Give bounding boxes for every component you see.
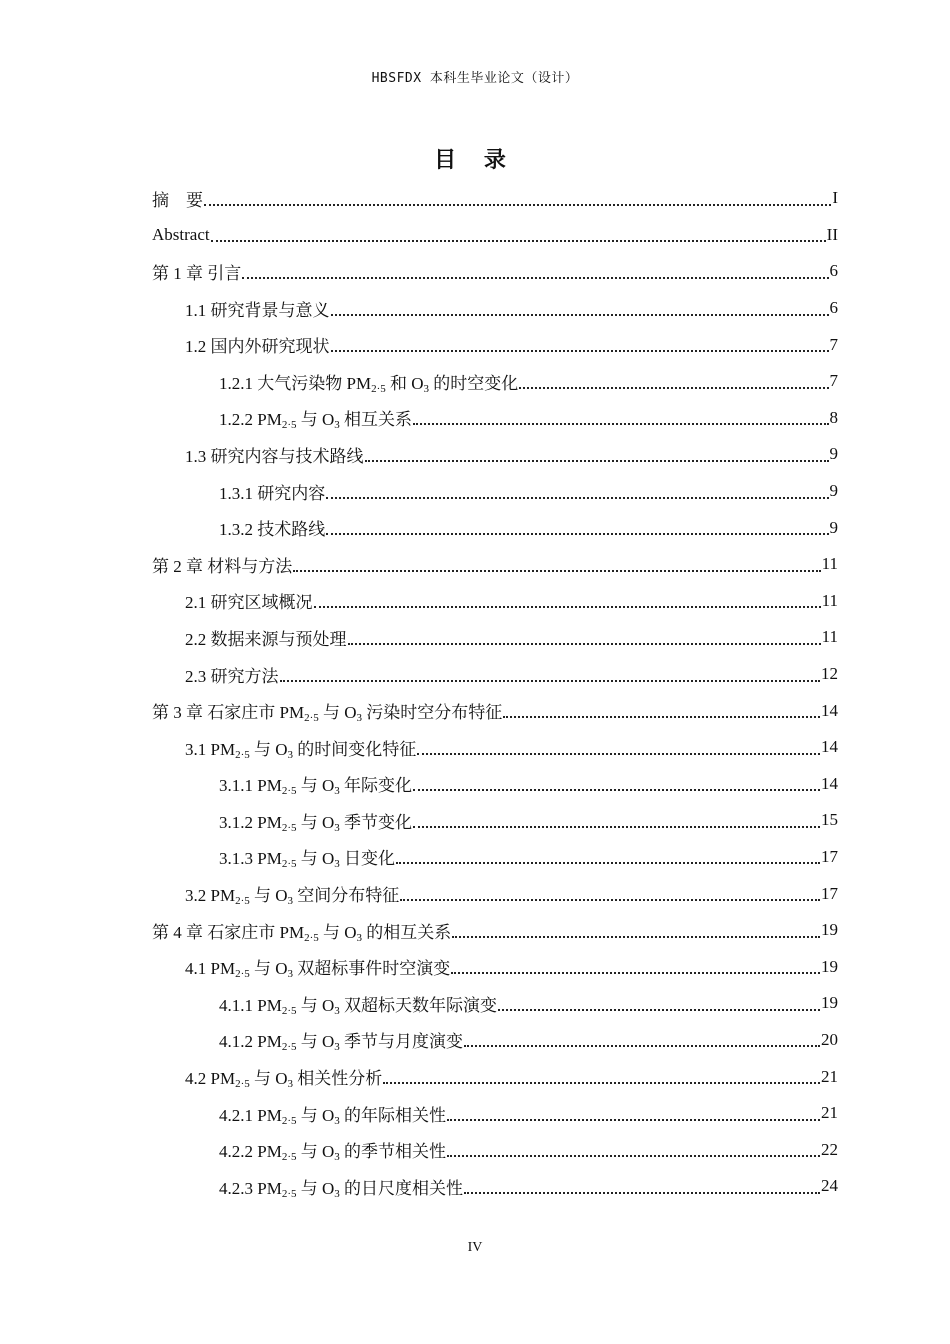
toc-entry-text: 2.2 数据来源与预处理 [185, 629, 347, 649]
toc-entry-page: 11 [821, 627, 838, 647]
toc-entry[interactable] [152, 509, 838, 546]
toc-entry[interactable] [152, 692, 838, 729]
toc-entry-text: 与 O [296, 410, 335, 430]
toc-entry-label [219, 405, 412, 430]
toc-entry[interactable] [152, 546, 838, 583]
toc-entry[interactable] [152, 985, 838, 1022]
toc-dot-leader [365, 459, 829, 462]
toc-entry-subscript: 2·5 [235, 895, 250, 908]
toc-dot-leader [464, 1191, 820, 1194]
toc-entry-page: 19 [821, 956, 838, 976]
toc-dot-leader [503, 715, 820, 718]
toc-entry[interactable] [152, 729, 838, 766]
toc-entry-text: 1.3.1 研究内容 [219, 483, 326, 503]
toc-entry[interactable] [152, 802, 838, 839]
toc-entry-label [219, 808, 412, 833]
toc-entry-subscript: 2·5 [281, 1041, 297, 1054]
toc-entry-page: 9 [829, 481, 838, 501]
toc-entry-text: 与 O [296, 1178, 335, 1198]
toc-entry-subscript: 3 [287, 968, 294, 981]
toc-entry-subscript: 3 [334, 1151, 340, 1164]
toc-dot-leader [413, 788, 820, 791]
toc-entry-page: 7 [829, 371, 838, 391]
toc-entry[interactable] [152, 1168, 838, 1205]
toc-entry-subscript: 3 [356, 712, 363, 725]
toc-entry-text: 年际变化 [339, 776, 413, 796]
toc-entry-text: 3.2 PM [185, 886, 236, 906]
toc-entry-page: 12 [821, 664, 838, 684]
toc-entry-label [185, 332, 330, 357]
toc-dot-leader [452, 935, 820, 938]
toc-dot-leader [331, 313, 829, 316]
toc-entry-text: 3.1.2 PM [219, 812, 282, 832]
toc-entry-page: 6 [829, 298, 838, 318]
toc-entry-page: 11 [821, 554, 838, 574]
toc-entry-page: 19 [821, 993, 838, 1013]
toc-entry-page: 20 [821, 1029, 838, 1049]
toc-entry[interactable] [152, 473, 838, 510]
toc-entry-page: 7 [829, 334, 838, 354]
toc-entry[interactable] [152, 1022, 838, 1059]
toc-entry-text: 的季节相关性 [339, 1142, 447, 1162]
toc-entry-label [219, 1174, 463, 1199]
toc-entry-text: 与 O [249, 739, 288, 759]
toc-entry-subscript: 2·5 [281, 858, 297, 871]
toc-entry-label [152, 918, 451, 943]
toc-entry-text: 2.3 研究方法 [185, 666, 279, 686]
toc-entry-subscript: 3 [356, 931, 363, 944]
running-header: HBSFDX 本科生毕业论文（设计） [371, 71, 579, 86]
toc-entry-subscript: 3 [334, 419, 340, 432]
toc-entry[interactable] [152, 1058, 838, 1095]
toc-entry-text: 的年际相关性 [339, 1105, 447, 1125]
toc-entry-text: 的相互关系 [362, 922, 452, 942]
toc-dot-leader [331, 349, 829, 352]
toc-entry-text: 季节与月度演变 [339, 1032, 464, 1052]
toc-entry-page: 19 [821, 920, 838, 940]
toc-entry-text: 2.1 研究区域概况 [185, 593, 313, 613]
toc-entry-subscript: 2·5 [281, 785, 297, 798]
toc-entry[interactable] [152, 839, 838, 876]
toc-entry-text: 与 O [296, 1032, 335, 1052]
toc-entry[interactable] [152, 400, 838, 437]
toc-entry-text: 季节变化 [339, 812, 413, 832]
toc-dot-leader [326, 496, 828, 499]
toc-entry-page: II [826, 224, 838, 244]
toc-entry-text: 1.2.1 大气污染物 PM [219, 373, 372, 393]
toc-dot-leader [204, 203, 831, 206]
toc-entry-text: 3.1.3 PM [219, 849, 282, 869]
toc-entry[interactable] [152, 180, 838, 217]
toc-entry-text: 与 O [249, 1069, 288, 1089]
toc-dot-leader [211, 239, 826, 242]
toc-entry-subscript: 3 [334, 821, 340, 834]
toc-entry-page: 24 [821, 1176, 838, 1196]
toc-entry[interactable] [152, 436, 838, 473]
toc-entry[interactable] [152, 948, 838, 985]
toc-entry-subscript: 2·5 [304, 712, 319, 725]
toc-entry[interactable] [152, 217, 838, 254]
toc-entry-label [185, 881, 399, 906]
toc-entry-text: 与 O [296, 1105, 335, 1125]
toc-entry-subscript: 2·5 [304, 931, 319, 944]
toc-dot-leader [451, 971, 820, 974]
toc-dot-leader [293, 569, 820, 572]
toc-entry-page: 14 [821, 700, 838, 720]
toc-entry-text: 1.1 研究背景与意义 [185, 300, 330, 320]
toc-entry-text: 第 4 章 石家庄市 PM [152, 922, 305, 942]
toc-entry-label [185, 735, 416, 760]
toc-dot-leader [519, 386, 828, 389]
toc-entry-text: 与 O [296, 812, 335, 832]
toc-entry-label [185, 588, 313, 613]
toc-entry-subscript: 3 [334, 1004, 340, 1017]
toc-entry[interactable] [152, 326, 838, 363]
toc-entry-text: 与 O [318, 703, 357, 723]
toc-entry-text: 第 1 章 引言 [152, 263, 242, 283]
toc-entry-subscript: 2·5 [281, 1004, 297, 1017]
toc-entry-page: 14 [821, 773, 838, 793]
toc-entry-text: 与 O [249, 959, 288, 979]
toc-entry-text: 第 2 章 材料与方法 [152, 556, 293, 576]
toc-dot-leader [417, 752, 820, 755]
toc-entry-text: 1.2.2 PM [219, 410, 282, 430]
toc-entry-subscript: 2·5 [235, 748, 250, 761]
table-of-contents [152, 180, 838, 1205]
toc-entry-text: 的日尺度相关性 [339, 1178, 464, 1198]
toc-entry-text: 与 O [296, 849, 335, 869]
toc-entry-subscript: 2·5 [371, 382, 386, 395]
toc-entry[interactable] [152, 656, 838, 693]
toc-dot-leader [413, 422, 828, 425]
toc-entry-subscript: 2·5 [235, 968, 250, 981]
toc-entry-label [185, 296, 330, 321]
toc-entry-subscript: 2·5 [281, 1187, 297, 1200]
toc-entry-label [185, 1064, 382, 1089]
toc-entry-label [219, 771, 412, 796]
toc-entry-label [185, 442, 364, 467]
toc-entry-subscript: 3 [287, 748, 294, 761]
toc-entry[interactable] [152, 583, 838, 620]
toc-entry-text: 4.1.2 PM [219, 1032, 282, 1052]
toc-entry-label [185, 954, 450, 979]
toc-entry-label [219, 844, 395, 869]
toc-entry-page: 9 [829, 444, 838, 464]
toc-entry-text: 相互关系 [339, 410, 413, 430]
toc-entry-text: 的时间变化特征 [293, 739, 417, 759]
toc-entry-text: 摘 要 [152, 190, 203, 210]
toc-entry-text: 3.1 PM [185, 739, 236, 759]
toc-dot-leader [348, 642, 821, 645]
toc-entry-subscript: 3 [334, 1187, 340, 1200]
toc-entry-subscript: 2·5 [281, 1114, 297, 1127]
toc-dot-leader [447, 1154, 820, 1157]
toc-entry-subscript: 3 [334, 858, 340, 871]
toc-entry[interactable] [152, 1131, 838, 1168]
toc-entry-page: 14 [821, 737, 838, 757]
toc-entry-text: Abstract [152, 224, 210, 244]
toc-entry-page: 11 [821, 590, 838, 610]
toc-entry-page: 22 [821, 1139, 838, 1159]
toc-entry[interactable] [152, 619, 838, 656]
toc-entry-label [219, 1027, 463, 1052]
toc-entry-label [219, 515, 325, 540]
toc-entry-subscript: 2·5 [281, 419, 297, 432]
toc-entry-label [219, 991, 497, 1016]
toc-entry-label [219, 369, 518, 394]
toc-entry-text: 与 O [318, 922, 357, 942]
toc-entry-text: 的时空变化 [429, 373, 519, 393]
toc-entry-text: 1.2 国内外研究现状 [185, 337, 330, 357]
toc-entry-text: 4.2 PM [185, 1069, 236, 1089]
toc-dot-leader [383, 1081, 820, 1084]
toc-entry-text: 双超标事件时空演变 [293, 959, 451, 979]
toc-dot-leader [464, 1044, 820, 1047]
toc-title: 目 录 [434, 148, 516, 173]
toc-entry-page: 17 [821, 883, 838, 903]
toc-entry-text: 4.1.1 PM [219, 995, 282, 1015]
toc-entry[interactable] [152, 363, 838, 400]
toc-entry-subscript: 2·5 [281, 821, 297, 834]
toc-entry-page: 21 [821, 1103, 838, 1123]
toc-entry-subscript: 2·5 [235, 1078, 250, 1091]
toc-dot-leader [447, 1118, 820, 1121]
page-number: IV [467, 1240, 483, 1255]
toc-entry-subscript: 2·5 [281, 1151, 297, 1164]
toc-entry-page: 8 [829, 407, 838, 427]
toc-entry-text: 4.2.2 PM [219, 1142, 282, 1162]
toc-entry-page: 6 [829, 261, 838, 281]
toc-entry-text: 3.1.1 PM [219, 776, 282, 796]
toc-entry-label [219, 479, 325, 504]
toc-entry-text: 与 O [296, 776, 335, 796]
toc-entry-label [185, 662, 279, 687]
toc-entry-subscript: 3 [334, 1114, 340, 1127]
toc-entry-text: 1.3.2 技术路线 [219, 520, 326, 540]
toc-entry-subscript: 3 [423, 382, 430, 395]
toc-dot-leader [326, 532, 828, 535]
toc-entry-page: 21 [821, 1066, 838, 1086]
toc-entry-page: 9 [829, 517, 838, 537]
toc-entry-subscript: 3 [334, 1041, 340, 1054]
toc-entry-subscript: 3 [287, 1078, 294, 1091]
toc-entry[interactable] [152, 290, 838, 327]
toc-dot-leader [396, 861, 820, 864]
toc-entry-page: 17 [821, 846, 838, 866]
toc-entry[interactable] [152, 766, 838, 803]
toc-entry-label [152, 186, 203, 211]
toc-entry-text: 4.2.3 PM [219, 1178, 282, 1198]
toc-entry-label [152, 552, 292, 577]
toc-entry-text: 相关性分析 [293, 1069, 383, 1089]
toc-entry-label [152, 259, 241, 284]
toc-dot-leader [280, 679, 821, 682]
toc-entry-text: 与 O [249, 886, 288, 906]
toc-entry-page: I [832, 188, 838, 208]
toc-dot-leader [242, 276, 828, 279]
toc-entry-text: 4.1 PM [185, 959, 236, 979]
toc-entry-label [219, 1101, 446, 1126]
toc-dot-leader [498, 1008, 820, 1011]
toc-entry-text: 污染时空分布特征 [362, 703, 503, 723]
toc-entry-label [152, 225, 210, 245]
toc-entry-text: 空间分布特征 [293, 886, 400, 906]
toc-dot-leader [400, 898, 820, 901]
toc-dot-leader [314, 605, 821, 608]
toc-entry-text: 第 3 章 石家庄市 PM [152, 703, 305, 723]
toc-entry-text: 和 O [385, 373, 424, 393]
toc-dot-leader [413, 825, 820, 828]
toc-entry[interactable] [152, 253, 838, 290]
toc-entry-page: 15 [821, 810, 838, 830]
toc-entry[interactable] [152, 875, 838, 912]
toc-entry-text: 日变化 [339, 849, 396, 869]
toc-entry[interactable] [152, 912, 838, 949]
toc-entry-text: 1.3 研究内容与技术路线 [185, 446, 364, 466]
toc-entry-subscript: 3 [334, 785, 340, 798]
toc-entry-subscript: 3 [287, 895, 294, 908]
toc-entry-label [219, 1137, 446, 1162]
toc-entry-text: 与 O [296, 1142, 335, 1162]
toc-entry-label [152, 698, 502, 723]
toc-entry-text: 与 O [296, 995, 335, 1015]
toc-entry-label [185, 625, 347, 650]
toc-entry-text: 双超标天数年际演变 [339, 995, 498, 1015]
toc-entry-text: 4.2.1 PM [219, 1105, 282, 1125]
toc-entry[interactable] [152, 1095, 838, 1132]
